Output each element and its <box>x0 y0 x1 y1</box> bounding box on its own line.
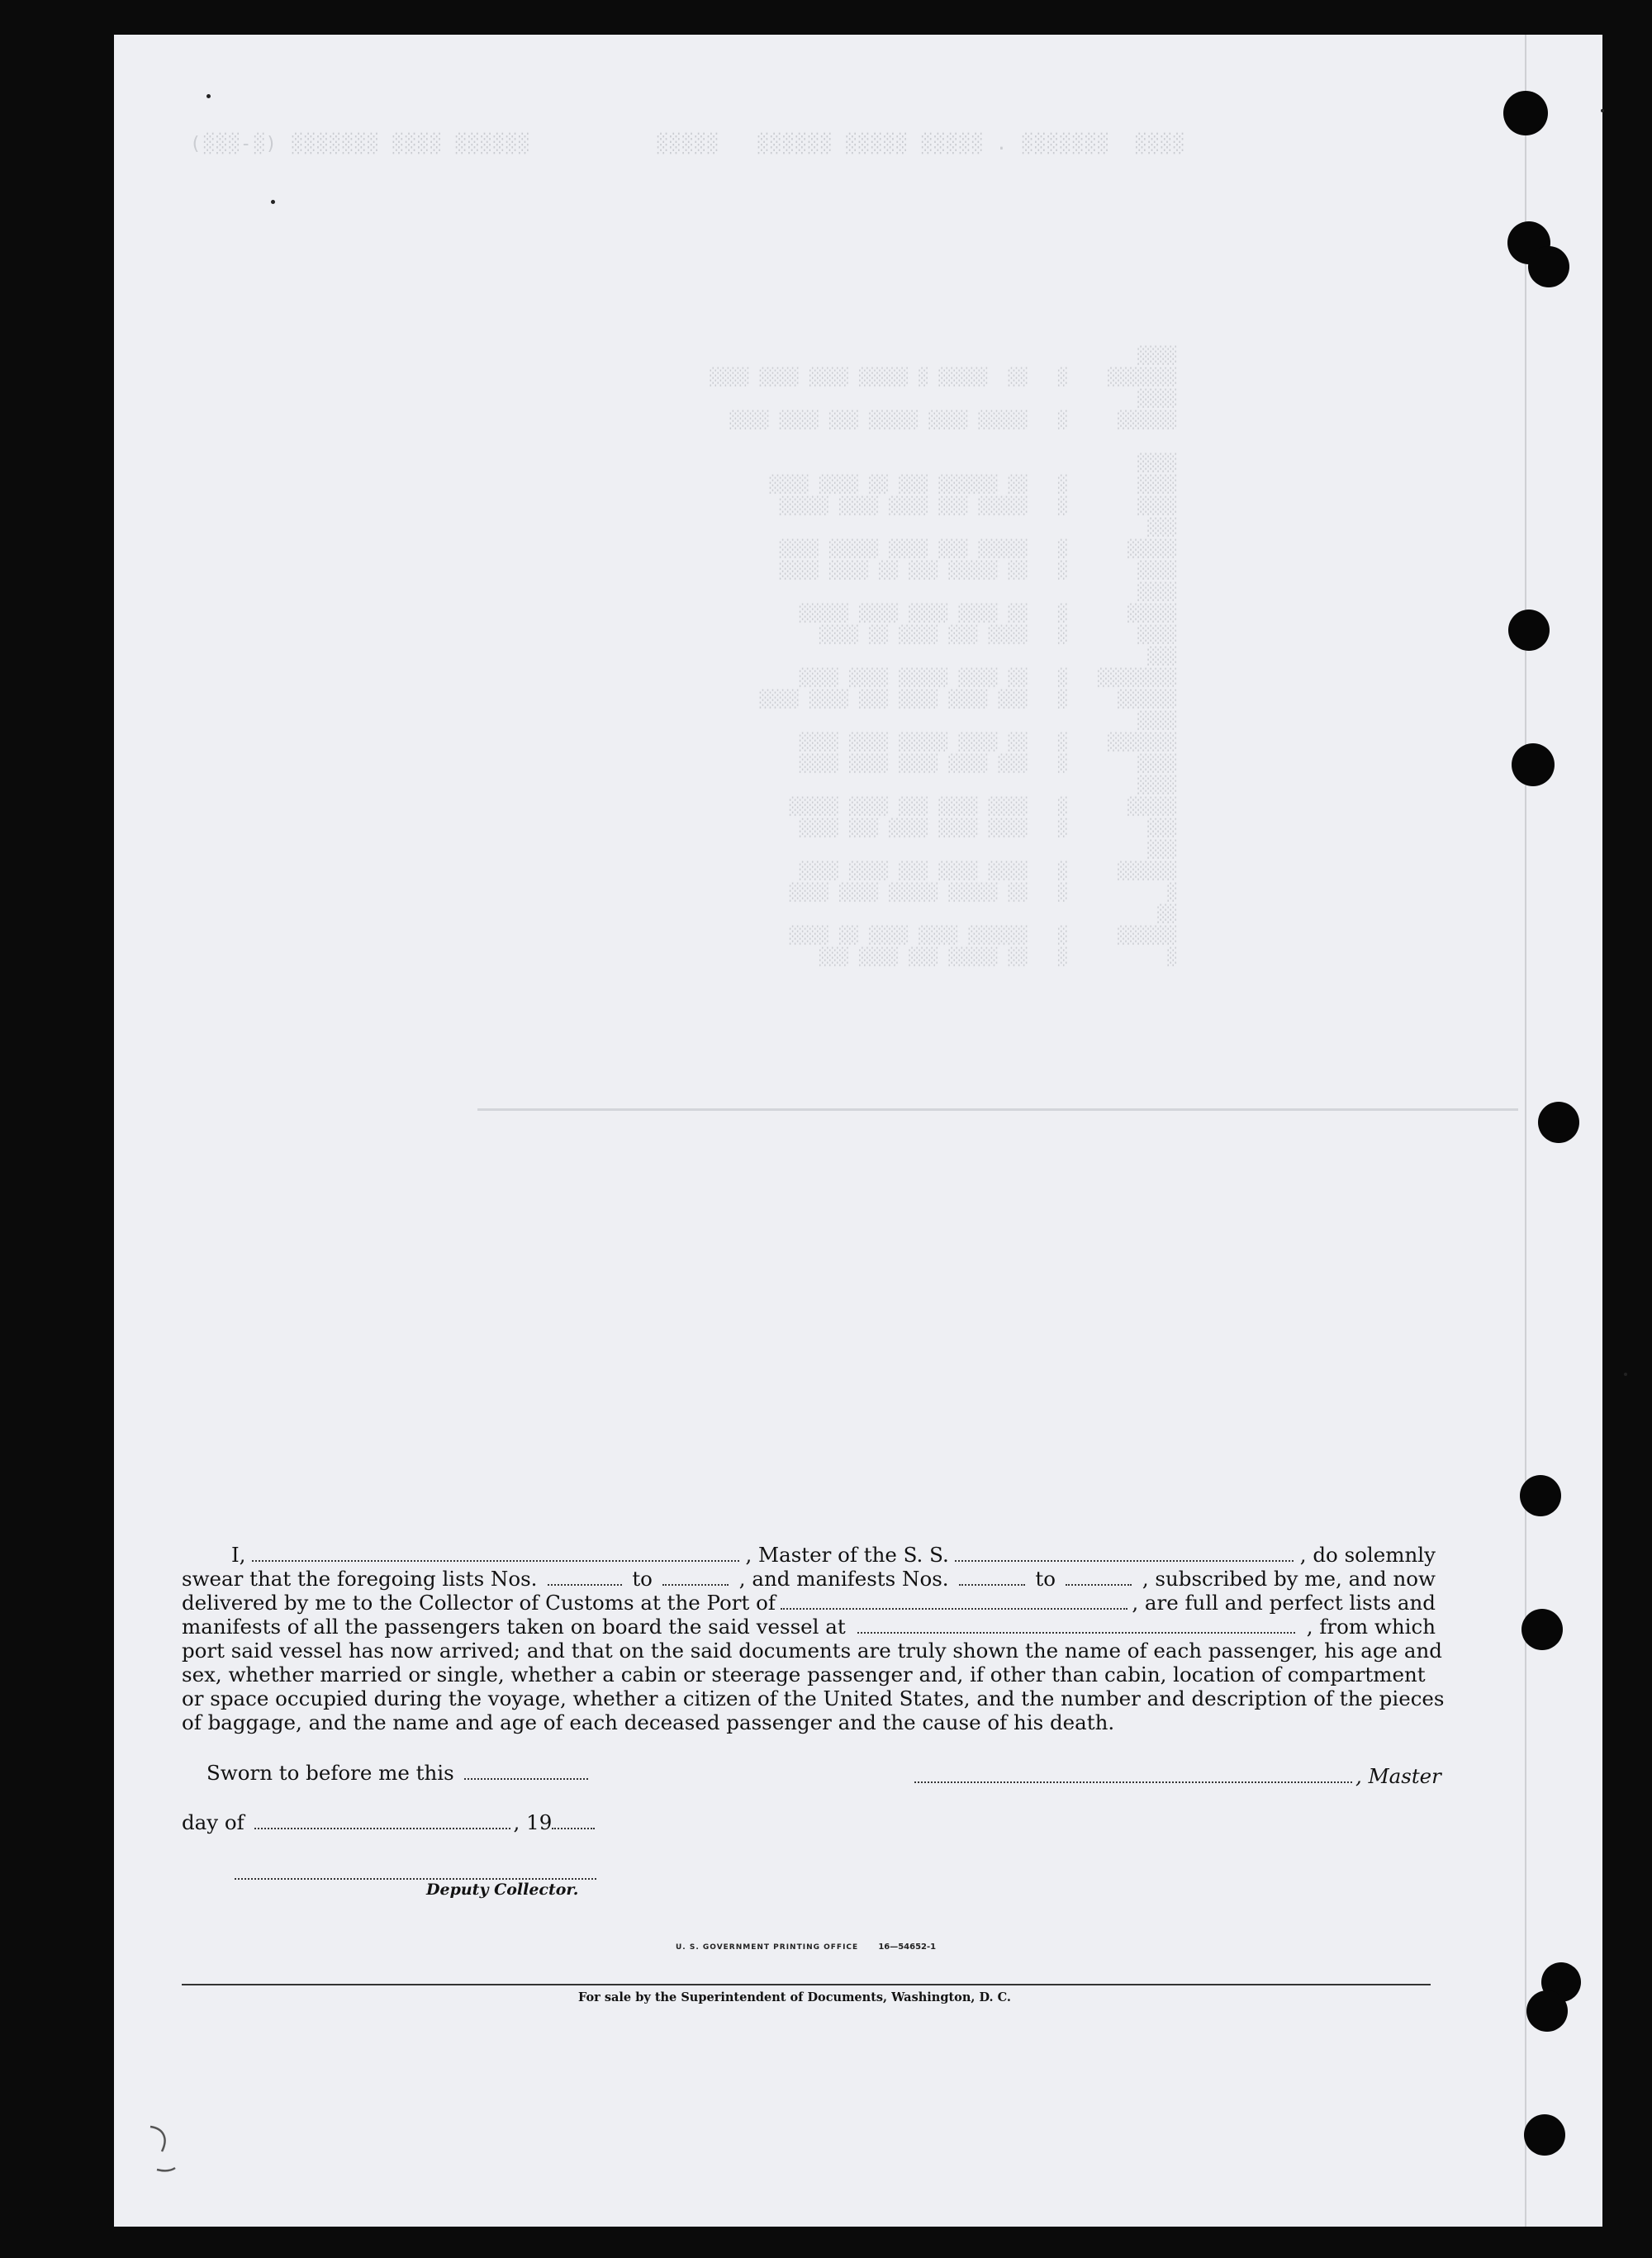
lists-to-blank <box>662 1569 729 1586</box>
punch-hole <box>1512 743 1555 786</box>
manifests-to-blank <box>1066 1569 1132 1586</box>
master-label: , Master <box>1355 1764 1441 1788</box>
oath-solemnly: , do solemnly <box>1299 1543 1436 1567</box>
oath-line-8: of baggage, and the name and age of each deceased passenger and the cause of his death. <box>182 1710 1115 1734</box>
oath-line-1 <box>182 1543 1436 1567</box>
oath-line-4 <box>182 1615 1436 1639</box>
form-number: 16—54652-1 <box>878 1943 937 1952</box>
oath-master-of: , Master of the S. S. <box>745 1543 949 1567</box>
oath-paragraph <box>182 1543 1445 1734</box>
sworn-line <box>206 1761 591 1785</box>
manifest-sheet <box>114 35 1602 2227</box>
manifests-from-blank <box>959 1569 1025 1586</box>
oath-line-6: sex, whether married or single, whether a cabin or steerage passenger and, if other than cabin, location of compartment <box>182 1663 1426 1686</box>
port-blank <box>781 1593 1127 1610</box>
punch-hole <box>1538 1102 1579 1143</box>
sworn-date-blank <box>464 1763 588 1780</box>
punch-hole <box>1526 1990 1568 2032</box>
punch-hole <box>1520 1475 1561 1516</box>
sheet-fold-line <box>1525 35 1526 2227</box>
deputy-signature-blank <box>235 1878 596 1880</box>
punch-hole <box>1528 246 1569 287</box>
oath-i: I, <box>231 1543 246 1567</box>
oath-line-2 <box>182 1567 1436 1591</box>
punch-hole <box>1508 610 1550 651</box>
oath-to-1: to <box>632 1567 653 1591</box>
master-signature-blank <box>914 1767 1352 1783</box>
scan-speck <box>206 94 211 98</box>
year-blank <box>552 1813 595 1829</box>
scan-speck <box>1601 109 1604 112</box>
oath-lists-nos: swear that the foregoing lists Nos. <box>182 1567 538 1591</box>
punch-hole <box>1524 2114 1565 2156</box>
scan-speck <box>271 200 275 204</box>
oath-to-2: to <box>1035 1567 1056 1591</box>
master-name-blank <box>252 1545 739 1562</box>
punch-hole <box>1521 1609 1563 1650</box>
sworn-label: Sworn to before me this <box>206 1761 454 1785</box>
year-label: , 19 <box>513 1810 553 1834</box>
sale-notice: For sale by the Superintendent of Documents, Washington, D. C. <box>578 1990 1011 2004</box>
deputy-collector-label: Deputy Collector. <box>426 1881 579 1899</box>
master-signature-line <box>911 1764 1441 1788</box>
lists-from-blank <box>548 1569 622 1586</box>
footer-rule <box>182 1984 1431 1985</box>
day-of-line <box>182 1810 598 1834</box>
bleed-through-rule <box>477 1108 1518 1111</box>
oath-line-7: or space occupied during the voyage, whether a citizen of the United States, and the number and description of the pieces <box>182 1686 1445 1710</box>
oath-taken-at: manifests of all the passengers taken on board the said vessel at <box>182 1615 846 1639</box>
printer-imprint <box>676 1943 936 1952</box>
vessel-name-blank <box>955 1545 1294 1562</box>
bleed-through-list: ░░░░ ░░░░░░░ ░ ░░ ░░░░░ ░ ░░░░░ ░░░░ ░░░░ ░░░░ ░░░░ ░░░░░░ ░ ░░░░░ ░░░░ ░░░░░ ░░░ ░░░░ ░░░░ ░░░░ ░░░░ ░ ░░ ░░░░░░ ░░░ ░░ ░░░░ ░░░░ ░░░░ ░ ░░░░░ ░░░ ░░░░ ░░░░ ░░░░░ ░░░ ░░░░░ ░ ░░░░░ ░░░ ░░░░ ░░░░░ ░░░░ ░░░░ ░ ░░ ░░░░░ ░░░ ░░ ░░░░ ░░░░ ░░░░ ░░░░░ ░ ░░ ░░░░ ░░░░ ░░░░ ░░░░░ ░░░░ ░ ░░░░ ░░░ ░░░░ ░░ ░░░░ ░░░ ░░░░░░░░ ░ ░░ ░░░░ ░░░░░ ░░░░ ░░░░ ░░░░░░ ░ ░░░ ░░░░ ░░░░ ░░░ ░░░░ ░░░░ ░░░░ ░░░░░░░ ░ ░░ ░░░░ ░░░░░ ░░░░ ░░░░ ░░░░ ░ ░░░ ░░░░ ░░░░ ░░░░ ░░░░ ░░░░ ░░░░░ ░ ░░░░ ░░░░ ░░░ ░░░░ ░░░░░ ░░░ ░ ░░░░ ░░░░ ░░░░ ░░░ ░░░░ ░░░ ░░░░░░ ░ ░░░░ ░░░░ ░░░ ░░░░ ░░░░ ░ ░ ░░ ░░░░░ ░░░░░ ░░░░ ░░░░ ░░ ░░░░░░ ░ ░░░░░░ ░░░░ ░░░░ ░░ ░░░░ ░ ░ ░░ ░░░░░ ░░░ ░░░░ ░░░ <box>709 345 1176 966</box>
scan-speck <box>1624 1373 1627 1376</box>
departure-port-blank <box>857 1617 1295 1634</box>
oath-line-5: port said vessel has now arrived; and that on the said documents are truly shown the name of each passenger, his age and <box>182 1639 1442 1663</box>
oath-subscribed: , subscribed by me, and now <box>1142 1567 1436 1591</box>
oath-port-of: delivered by me to the Collector of Customs at the Port of <box>182 1591 776 1615</box>
oath-full-perfect: , are full and perfect lists and <box>1132 1591 1436 1615</box>
oath-line-3 <box>182 1591 1436 1615</box>
punch-hole <box>1503 91 1548 135</box>
printer-label: U. S. GOVERNMENT PRINTING OFFICE <box>676 1943 859 1952</box>
oath-manifests-nos: , and manifests Nos. <box>738 1567 949 1591</box>
oath-from-which: , from which <box>1306 1615 1436 1639</box>
month-blank <box>254 1813 510 1829</box>
day-of-label: day of <box>182 1810 244 1834</box>
bleed-through-header: ░░░░ ░░░░░░░ . ░░░░░ ░░░░░ ░░░░░░ ░░░░░ ░░░░░░ ░░░░ ░░░░░░░ (░-░░░) <box>188 134 1184 154</box>
handwritten-mark <box>139 2120 188 2194</box>
